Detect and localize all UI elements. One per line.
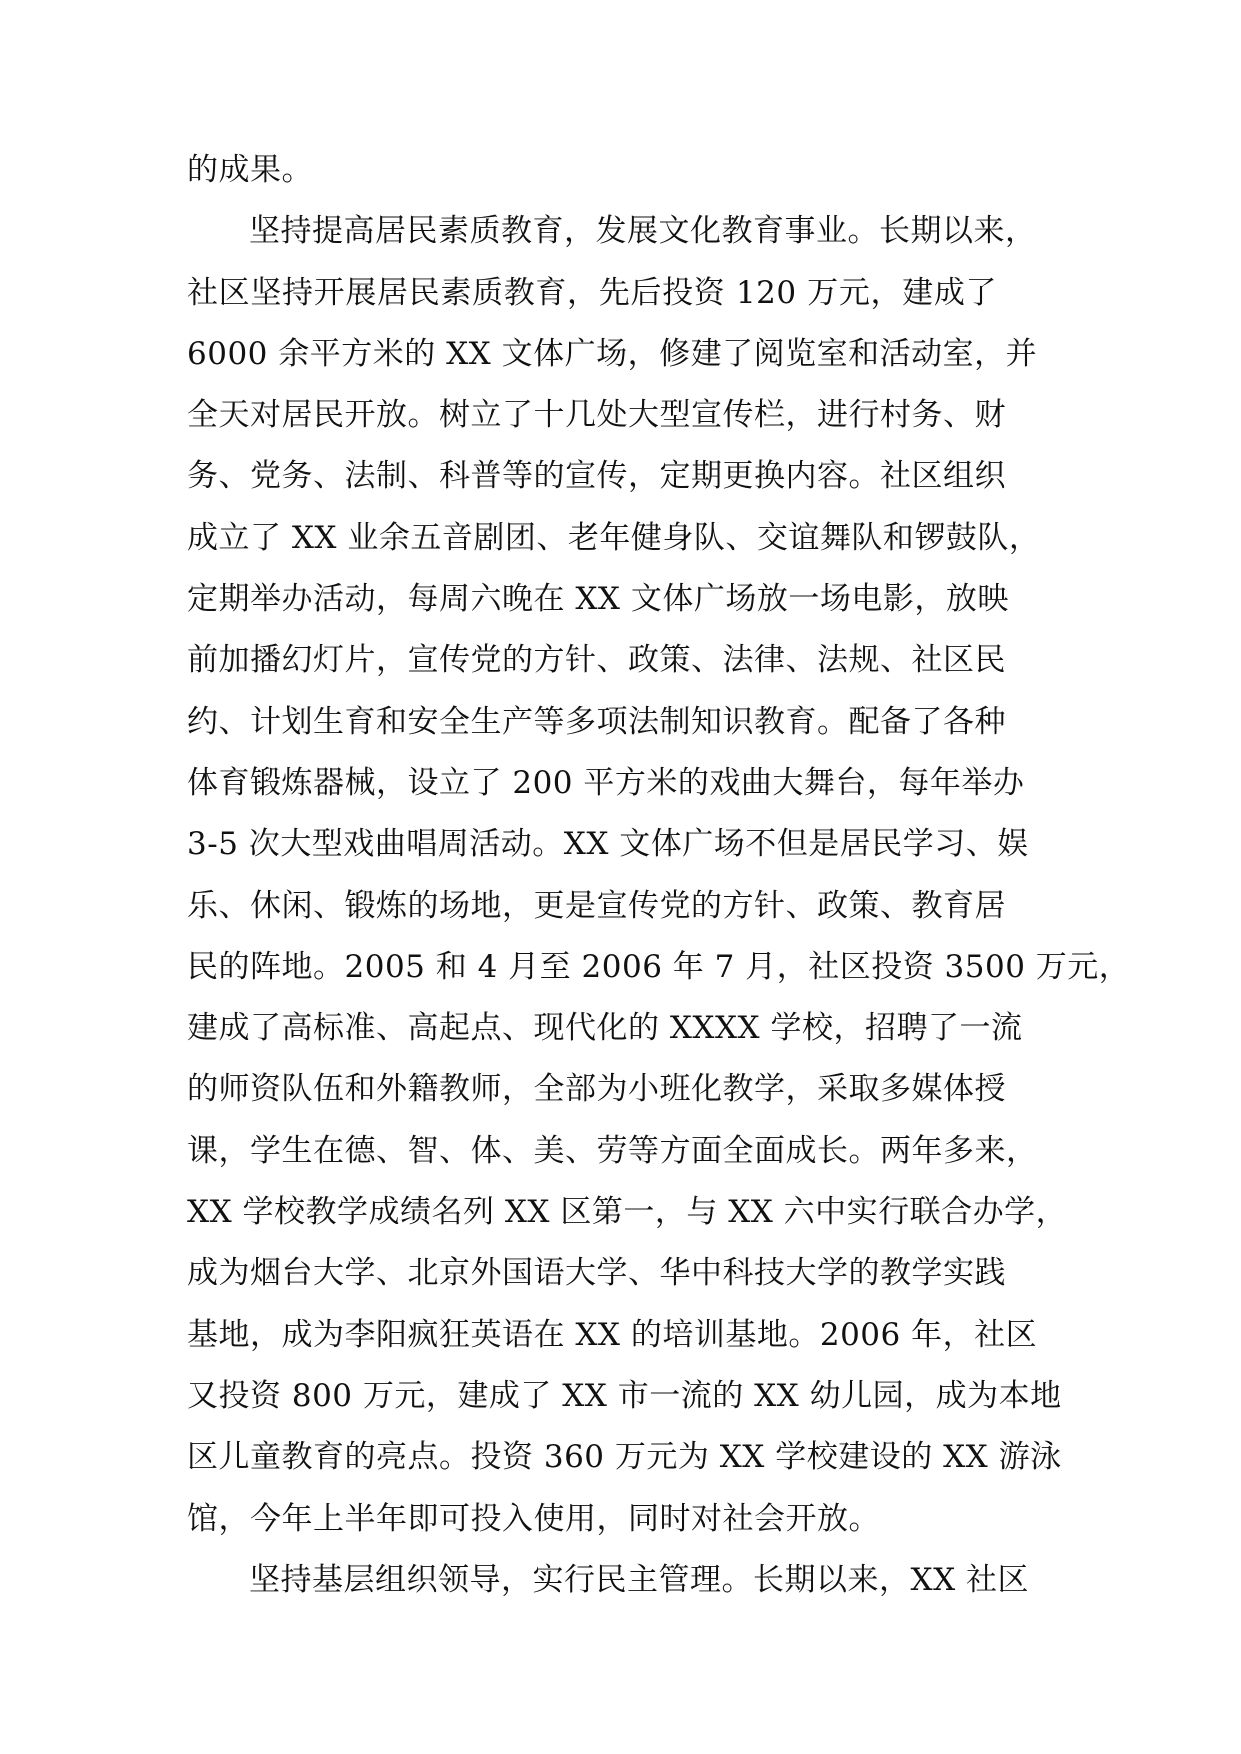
paragraph-line: 民的阵地。2005 和 4 月至 2006 年 7 月，社区投资 3500 万元， [187,948,1131,985]
paragraph-line: 坚持基层组织领导，实行民主管理。长期以来，XX 社区 [249,1561,1029,1598]
body-text [187,140,1131,1611]
paragraph-line: 坚持提高居民素质教育，发展文化教育事业。长期以来， [249,213,1037,250]
paragraph-line: 建成了高标准、高起点、现代化的 XXXX 学校，招聘了一流 [187,1010,1023,1047]
paragraph-line: 的成果。 [187,152,313,188]
paragraph-line: 社区坚持开展居民素质教育，先后投资 120 万元，建成了 [187,274,997,311]
paragraph-line: 又投资 800 万元，建成了 XX 市一流的 XX 幼儿园，成为本地 [187,1377,1062,1414]
paragraph-line: 3-5 次大型戏曲唱周活动。XX 文体广场不但是居民学习、娱 [187,826,1029,863]
paragraph-line: 课，学生在德、智、体、美、劳等方面全面成长。两年多来， [187,1132,1038,1169]
paragraph-line: 务、党务、法制、科普等的宣传，定期更换内容。社区组织 [187,458,1006,495]
paragraph-line: 的师资队伍和外籍教师，全部为小班化教学，采取多媒体授 [187,1071,1006,1108]
paragraph-line: 定期举办活动，每周六晚在 XX 文体广场放一场电影，放映 [187,581,1009,618]
paragraph-line: 成为烟台大学、北京外国语大学、华中科技大学的教学实践 [187,1255,1006,1292]
paragraph-line: 成立了 XX 业余五音剧团、老年健身队、交谊舞队和锣鼓队， [187,519,1041,556]
paragraph-line: 前加播幻灯片，宣传党的方针、政策、法律、法规、社区民 [187,642,1006,679]
paragraph-line: 6000 余平方米的 XX 文体广场，修建了阅览室和活动室，并 [187,335,1038,372]
paragraph-line: 约、计划生育和安全生产等多项法制知识教育。配备了各种 [187,703,1006,740]
paragraph-line: 区儿童教育的亮点。投资 360 万元为 XX 学校建设的 XX 游泳 [187,1439,1062,1476]
paragraph-line: 基地，成为李阳疯狂英语在 XX 的培训基地。2006 年，社区 [187,1316,1038,1353]
paragraph-line: 体育锻炼器械，设立了 200 平方米的戏曲大舞台，每年举办 [187,764,1025,801]
paragraph-line: 全天对居民开放。树立了十几处大型宣传栏，进行村务、财 [187,397,1006,434]
paragraph-line: XX 学校教学成绩名列 XX 区第一，与 XX 六中实行联合办学， [187,1194,1068,1231]
paragraph-line: 馆，今年上半年即可投入使用，同时对社会开放。 [187,1500,880,1537]
paragraph-line: 乐、休闲、锻炼的场地，更是宣传党的方针、政策、教育居 [187,887,1006,924]
